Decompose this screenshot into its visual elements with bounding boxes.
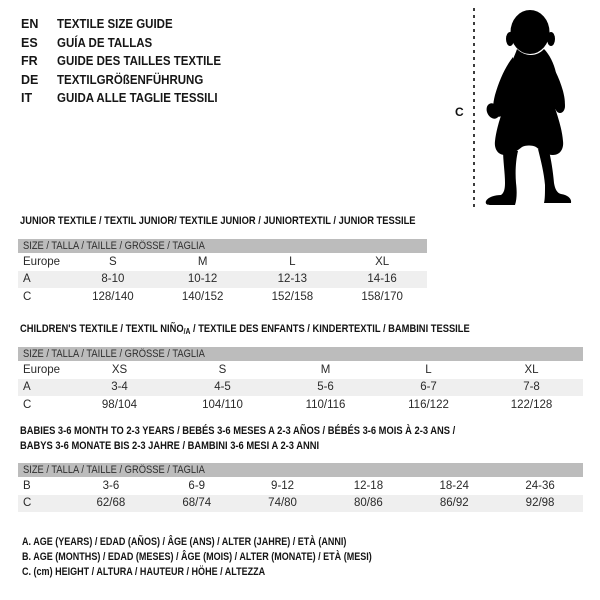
- size-cell: M: [320, 363, 331, 376]
- size-cell: XS: [111, 363, 128, 376]
- age-cell: 12-18: [353, 479, 384, 492]
- height-cell: 86/92: [411, 495, 497, 513]
- age-cell: 10-12: [158, 271, 248, 289]
- language-row-en: [21, 15, 235, 34]
- row-label: C: [18, 495, 68, 513]
- babies-title-line2: BABYS 3-6 MONATE BIS 2-3 JAHRE / BAMBINI 3-6 MESI A 2-3 ANNI: [20, 440, 320, 452]
- size-cell: L: [425, 363, 432, 376]
- guide-title-en: TEXTILE SIZE GUIDE: [57, 17, 173, 31]
- row-label: C: [23, 398, 32, 411]
- language-row-es: [21, 34, 235, 53]
- guide-title-fr: GUIDE DES TAILLES TEXTILE: [57, 54, 222, 69]
- size-header-row: [18, 347, 583, 361]
- legend-notes: [22, 535, 449, 581]
- children-size-table: [18, 347, 583, 414]
- height-cell: 74/80: [240, 495, 326, 513]
- size-header-row: [18, 463, 583, 477]
- height-figure: [450, 5, 600, 210]
- height-cell: 152/158: [271, 290, 314, 303]
- children-title-sub: /A: [183, 327, 191, 336]
- height-cell: 122/128: [510, 398, 553, 411]
- age-cell: 4-5: [171, 379, 274, 397]
- age-cell: 24-36: [525, 479, 555, 492]
- size-cell: M: [197, 255, 208, 268]
- language-code: IT: [21, 91, 33, 106]
- height-dashed-line: [472, 8, 476, 207]
- age-cell: 14-16: [337, 271, 427, 289]
- row-label: A: [18, 271, 68, 289]
- toddler-silhouette-icon: [483, 9, 575, 205]
- height-cell: 80/86: [325, 495, 411, 513]
- age-cell: 3-6: [102, 479, 120, 492]
- height-cell: 98/104: [101, 398, 138, 411]
- table-row-age: [18, 379, 583, 397]
- height-cell: 104/110: [202, 398, 243, 411]
- height-cell: 62/68: [68, 495, 154, 513]
- language-code: FR: [21, 54, 38, 69]
- size-cell: S: [218, 363, 227, 376]
- age-cell: 8-10: [68, 271, 158, 289]
- junior-size-table: [18, 239, 427, 306]
- height-cell: 158/170: [361, 290, 403, 303]
- size-header-label: SIZE / TALLA / TAILLE / GRÖSSE / TAGLIA: [23, 348, 205, 360]
- age-cell: 3-4: [68, 379, 171, 397]
- language-code: DE: [21, 72, 39, 87]
- row-label: A: [18, 379, 68, 397]
- junior-section-title-text: JUNIOR TEXTILE / TEXTIL JUNIOR/ TEXTILE JUNIOR / JUNIORTEXTIL / JUNIOR TESSILE: [20, 215, 416, 227]
- age-cell: 9-12: [271, 479, 295, 492]
- language-code: EN: [21, 17, 39, 31]
- table-row-height: [18, 396, 583, 414]
- babies-size-table: [18, 463, 583, 512]
- babies-title-line1: BABIES 3-6 MONTH TO 2-3 YEARS / BEBÉS 3-6 MESES A 2-3 AÑOS / BÉBÉS 3-6 MOIS À 2-3 ANS /: [20, 425, 456, 437]
- height-cell: 110/116: [305, 398, 346, 411]
- row-label: Europe: [23, 363, 61, 376]
- note-height-cm: [22, 565, 449, 580]
- age-cell: 6-9: [188, 479, 206, 492]
- height-cell: 92/98: [497, 495, 583, 513]
- row-label: B: [23, 479, 31, 492]
- table-row-age-months: [18, 477, 583, 495]
- junior-section-title: [20, 214, 485, 229]
- size-cell: L: [289, 255, 296, 268]
- age-cell: 12-13: [248, 271, 338, 289]
- height-cell: 68/74: [154, 495, 240, 513]
- note-height-cm-text: C. (cm) HEIGHT / ALTURA / HAUTEUR / HÖHE / ALTEZZA: [22, 566, 266, 579]
- children-title-pre: CHILDREN'S TEXTILE / TEXTIL NIÑO: [20, 323, 184, 335]
- measure-c-label: C: [455, 105, 464, 119]
- table-row-europe: [18, 253, 427, 271]
- row-label: C: [23, 290, 32, 303]
- age-cell: 5-6: [274, 379, 377, 397]
- babies-section-title: [20, 424, 532, 454]
- children-title-post: / TEXTILE DES ENFANTS / KINDERTEXTIL / BAMBINI TESSILE: [190, 323, 470, 335]
- size-cell: XL: [524, 363, 539, 376]
- row-label: Europe: [23, 255, 61, 268]
- height-cell: 116/122: [408, 398, 449, 411]
- size-header-label: SIZE / TALLA / TAILLE / GRÖSSE / TAGLIA: [23, 464, 205, 476]
- language-title-block: [21, 15, 235, 108]
- height-cell: 128/140: [92, 290, 134, 303]
- note-age-months-text: B. AGE (MONTHS) / EDAD (MESES) / ÂGE (MOIS) / ALTER (MONATE) / ETÀ (MESI): [22, 551, 372, 564]
- language-row-de: [21, 71, 235, 90]
- guide-title-it: GUIDA ALLE TAGLIE TESSILI: [57, 91, 218, 106]
- size-cell: S: [109, 255, 117, 268]
- children-section-title-text: [20, 322, 470, 337]
- age-cell: 6-7: [377, 379, 480, 397]
- guide-title-es: GUÍA DE TALLAS: [57, 35, 153, 50]
- language-row-fr: [21, 52, 235, 71]
- note-age-months: [22, 550, 449, 565]
- age-cell: 7-8: [480, 379, 583, 397]
- table-row-age: [18, 271, 427, 289]
- table-row-height: [18, 495, 583, 513]
- table-row-height: [18, 288, 427, 306]
- age-cell: 18-24: [439, 479, 469, 492]
- guide-title-de: TEXTILGRÖßENFÜHRUNG: [57, 72, 204, 87]
- size-header-label: SIZE / TALLA / TAILLE / GRÖSSE / TAGLIA: [23, 240, 205, 252]
- size-cell: XL: [375, 255, 390, 268]
- size-header-row: [18, 239, 427, 253]
- table-row-europe: [18, 361, 583, 379]
- note-age-years-text: A. AGE (YEARS) / EDAD (AÑOS) / ÂGE (ANS) / ALTER (JAHRE) / ETÀ (ANNI): [22, 536, 347, 548]
- children-section-title: [20, 322, 549, 337]
- height-cell: 140/152: [181, 290, 224, 303]
- note-age-years: [22, 535, 449, 550]
- language-row-it: [21, 89, 235, 108]
- language-code: ES: [21, 35, 38, 50]
